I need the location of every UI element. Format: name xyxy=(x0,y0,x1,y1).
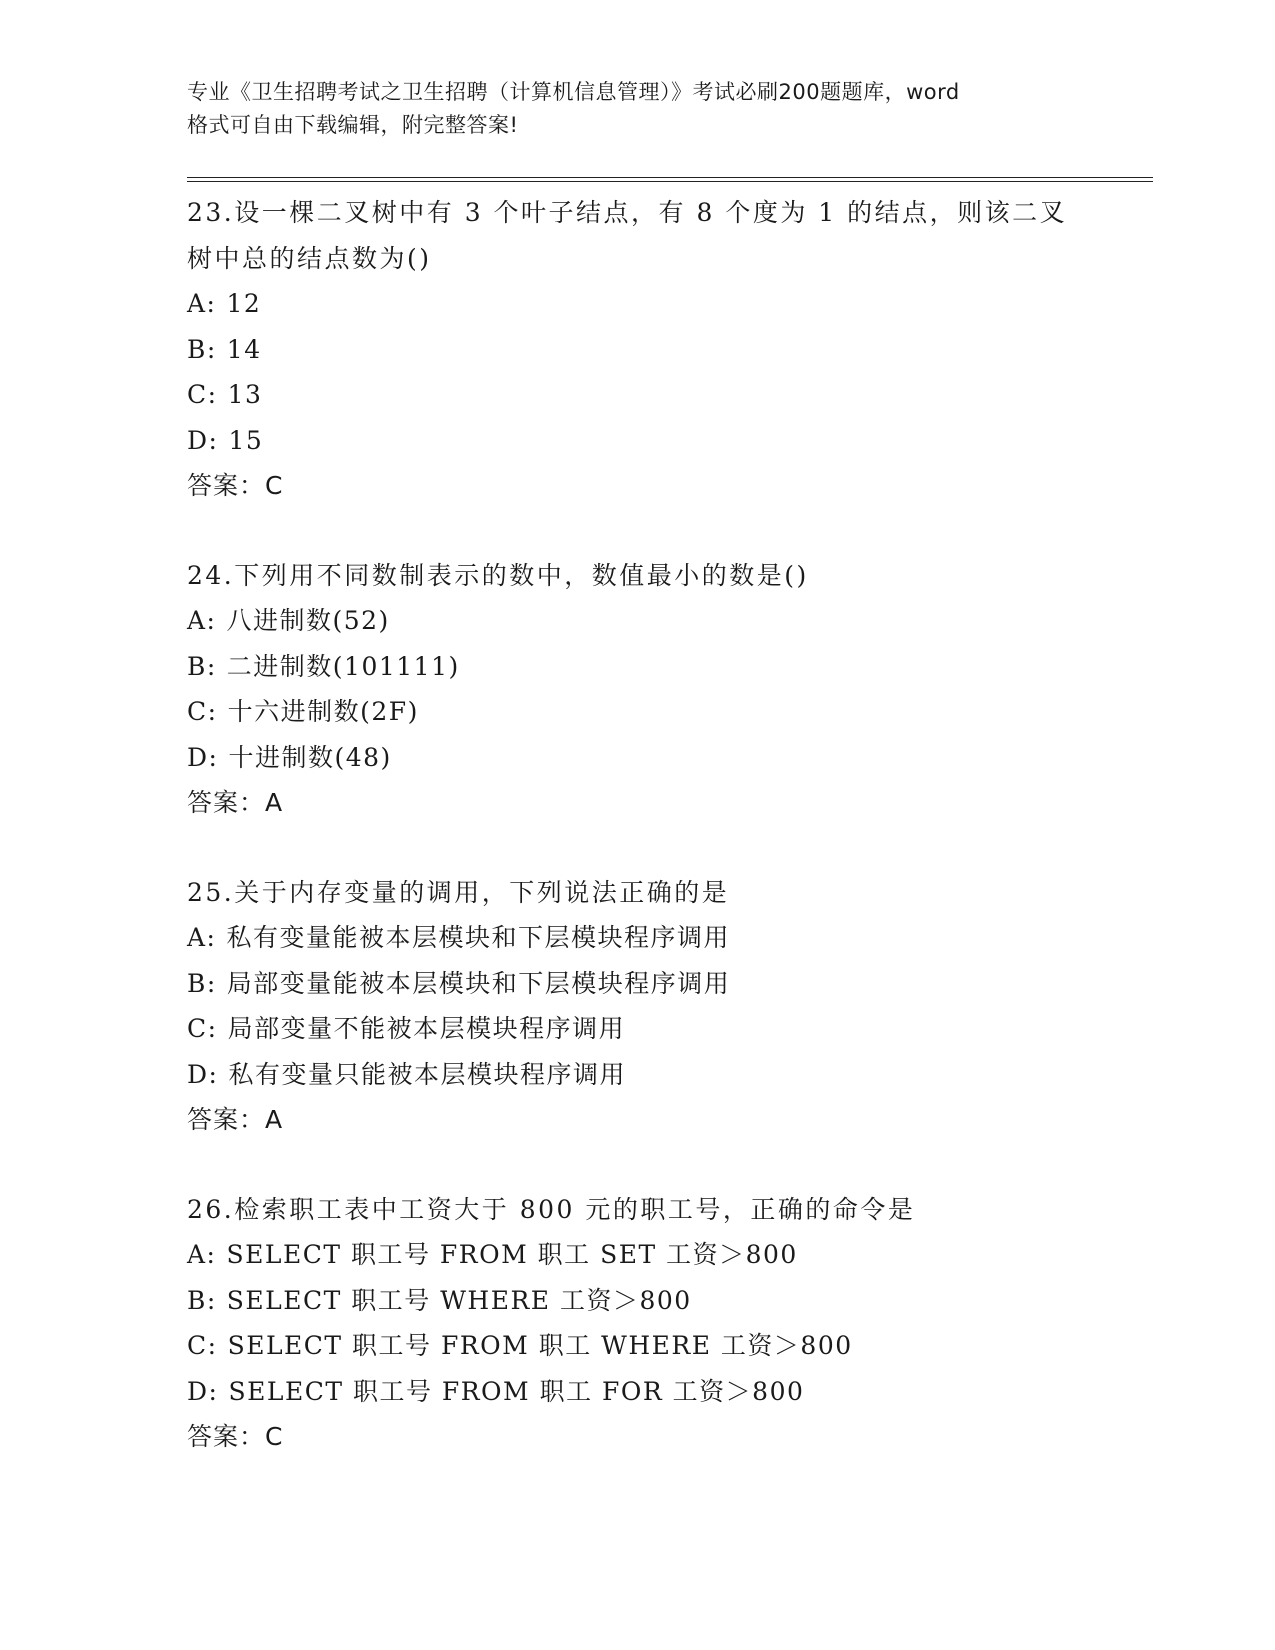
option-text: 八进制数(52) xyxy=(226,606,390,635)
option-key: B: xyxy=(187,1285,217,1315)
option-text: 13 xyxy=(227,380,263,409)
option-text: 局部变量能被本层模块和下层模块程序调用 xyxy=(226,968,731,998)
option-a xyxy=(187,1232,1087,1278)
option-b xyxy=(187,327,1087,373)
option-text: 十六进制数(2F) xyxy=(227,697,419,726)
option-a xyxy=(187,281,1087,327)
question-title-cont: 树中总的结点数为() xyxy=(187,243,432,273)
question-title: 25.关于内存变量的调用，下列说法正确的是 xyxy=(187,877,730,907)
option-b xyxy=(187,961,1087,1007)
option-text: 14 xyxy=(226,334,262,364)
option-key: B: xyxy=(187,968,217,998)
option-key: C: xyxy=(187,697,218,726)
option-key: B: xyxy=(187,651,217,681)
option-key: C: xyxy=(187,380,218,409)
option-c xyxy=(187,689,1087,735)
question-25 xyxy=(187,870,1087,1143)
question-title: 23.设一棵二叉树中有 3 个叶子结点，有 8 个度为 1 的结点，则该二叉 xyxy=(187,198,1068,227)
question-26 xyxy=(187,1187,1087,1460)
option-key: B: xyxy=(187,334,217,364)
option-text: SELECT 职工号 FROM 职工 FOR 工资＞800 xyxy=(228,1376,805,1406)
option-text: SELECT 职工号 FROM 职工 SET 工资＞800 xyxy=(226,1240,798,1269)
option-b xyxy=(187,644,1087,690)
option-d xyxy=(187,1369,1087,1415)
option-text: 私有变量只能被本层模块程序调用 xyxy=(228,1059,626,1089)
option-text: SELECT 职工号 WHERE 工资＞800 xyxy=(226,1285,692,1315)
option-text: 局部变量不能被本层模块程序调用 xyxy=(227,1014,626,1043)
question-list xyxy=(187,190,1087,1460)
question-24 xyxy=(187,553,1087,826)
option-c xyxy=(187,372,1087,418)
answer-line: 答案：A xyxy=(187,788,284,817)
option-d xyxy=(187,735,1087,781)
header-line-2: 格式可自由下载编辑，附完整答案! xyxy=(187,113,519,137)
option-key: C: xyxy=(187,1331,218,1360)
option-text: 十进制数(48) xyxy=(228,742,392,772)
option-b xyxy=(187,1278,1087,1324)
question-title: 26.检索职工表中工资大于 800 元的职工号，正确的命令是 xyxy=(187,1194,916,1224)
option-key: D: xyxy=(187,742,219,772)
option-c xyxy=(187,1006,1087,1052)
question-23 xyxy=(187,190,1087,509)
option-text: SELECT 职工号 FROM 职工 WHERE 工资＞800 xyxy=(227,1331,853,1360)
option-a xyxy=(187,598,1087,644)
answer-line: 答案：C xyxy=(187,471,284,500)
option-a xyxy=(187,915,1087,961)
option-key: A: xyxy=(187,923,217,952)
option-text: 二进制数(101111) xyxy=(226,651,460,681)
option-text: 15 xyxy=(228,425,264,455)
option-key: A: xyxy=(187,289,217,318)
option-text: 12 xyxy=(226,289,262,318)
option-key: D: xyxy=(187,1059,219,1089)
question-title: 24.下列用不同数制表示的数中，数值最小的数是() xyxy=(187,560,809,590)
document-header xyxy=(187,76,1087,142)
option-key: A: xyxy=(187,1240,217,1269)
option-text: 私有变量能被本层模块和下层模块程序调用 xyxy=(226,923,730,952)
option-key: D: xyxy=(187,425,219,455)
option-d xyxy=(187,418,1087,464)
option-d xyxy=(187,1052,1087,1098)
header-divider xyxy=(187,177,1153,182)
option-key: C: xyxy=(187,1014,218,1043)
option-key: D: xyxy=(187,1376,219,1406)
header-line-1: 专业《卫生招聘考试之卫生招聘（计算机信息管理）》考试必刷200题题库，word xyxy=(187,80,960,104)
option-c xyxy=(187,1323,1087,1369)
option-key: A: xyxy=(187,606,217,635)
answer-line: 答案：A xyxy=(187,1105,284,1134)
answer-line: 答案：C xyxy=(187,1422,284,1451)
